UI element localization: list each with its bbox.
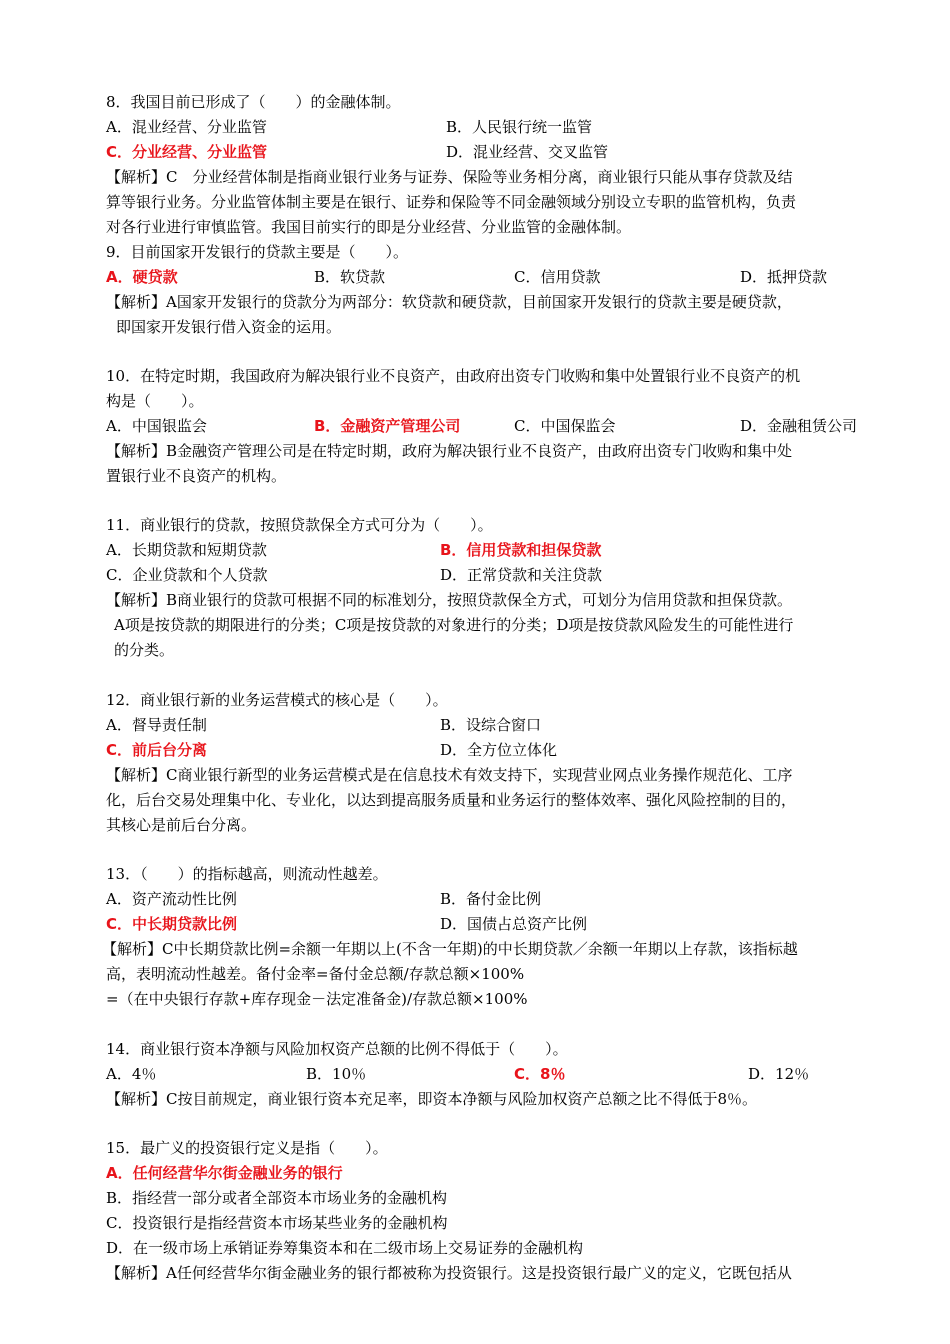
question-12-explanation: 其核心是前后台分离。 [106,816,257,834]
question-11-explanation: A项是按贷款的期限进行的分类；C项是按贷款的对象进行的分类；D项是按贷款风险发生的可能性进行 [114,616,794,634]
question-14-option-b: B．10％ [306,1065,367,1083]
question-10-answer-b: B．金融资产管理公司 [314,417,461,435]
question-12-option-d: D．全方位立体化 [440,741,558,759]
question-9-answer-a: A．硬贷款 [106,268,178,286]
question-11-stem: 11．商业银行的贷款，按照贷款保全方式可分为（ ）。 [106,516,493,534]
question-12-option-a: A．督导责任制 [106,716,207,734]
question-9-explanation: 【解析】A国家开发银行的贷款分为两部分：软贷款和硬贷款，目前国家开发银行的贷款主要是硬贷款， [106,293,792,311]
question-10-stem: 10．在特定时期，我国政府为解决银行业不良资产，由政府出资专门收购和集中处置银行业不良资产的机 [106,367,801,385]
question-11-explanation: 的分类。 [114,641,175,659]
question-8-option-b: B．人民银行统一监管 [446,118,593,136]
question-8-option-d: D．混业经营、交叉监管 [446,143,609,161]
question-14-explanation: 【解析】C按目前规定，商业银行资本充足率，即资本净额与风险加权资产总额之比不得低于8％。 [106,1090,758,1108]
question-11-option-d: D．正常贷款和关注贷款 [440,566,603,584]
question-14-option-a: A．4％ [106,1065,157,1083]
question-15-answer-a: A．任何经营华尔街金融业务的银行 [106,1164,343,1182]
question-8-explanation: 对各行业进行审慎监管。我国目前实行的即是分业经营、分业监管的金融体制。 [106,218,632,236]
question-13-answer-c: C．中长期贷款比例 [106,915,238,933]
question-8-explanation: 算等银行业务。分业监管体制主要是在银行、证券和保险等不同金融领域分别设立专职的监管机构，负责 [106,193,797,211]
question-12-stem: 12．商业银行新的业务运营模式的核心是（ ）。 [106,691,448,709]
question-9-explanation: 即国家开发银行借入资金的运用。 [116,318,342,336]
question-14-stem: 14．商业银行资本净额与风险加权资产总额的比例不得低于（ ）。 [106,1040,568,1058]
question-9-option-d: D．抵押贷款 [740,268,828,286]
question-9-option-b: B．软贷款 [314,268,386,286]
question-8-answer-c: C．分业经营、分业监管 [106,143,268,161]
question-10-explanation: 置银行业不良资产的机构。 [106,467,287,485]
question-11-answer-b: B．信用贷款和担保贷款 [440,541,602,559]
question-14-answer-c: C．8％ [514,1065,566,1083]
question-8-stem: 8．我国目前已形成了（ ）的金融体制。 [106,93,401,111]
question-9-option-c: C．信用贷款 [514,268,601,286]
question-11-option-a: A．长期贷款和短期贷款 [106,541,267,559]
question-9-stem: 9．目前国家开发银行的贷款主要是（ ）。 [106,243,409,261]
question-15-explanation: 【解析】A任何经营华尔街金融业务的银行都被称为投资银行。这是投资银行最广义的定义，它既包括从 [106,1264,792,1282]
question-15-option-b: B．指经营一部分或者全部资本市场业务的金融机构 [106,1189,448,1207]
question-10-option-c: C．中国保监会 [514,417,616,435]
question-13-option-d: D．国债占总资产比例 [440,915,588,933]
question-11-explanation: 【解析】B商业银行的贷款可根据不同的标准划分，按照贷款保全方式，可划分为信用贷款和担保贷款。 [106,591,793,609]
question-10-option-a: A．中国银监会 [106,417,207,435]
question-10-option-d: D．金融租赁公司 [740,417,858,435]
question-12-explanation: 【解析】C商业银行新型的业务运营模式是在信息技术有效支持下，实现营业网点业务操作规范化、工序 [106,766,793,784]
question-15-stem: 15．最广义的投资银行定义是指（ ）。 [106,1139,388,1157]
question-15-option-d: D．在一级市场上承销证券筹集资本和在二级市场上交易证券的金融机构 [106,1239,584,1257]
question-14-option-d: D．12％ [748,1065,810,1083]
question-10-explanation: 【解析】B金融资产管理公司是在特定时期，政府为解决银行业不良资产，由政府出资专门收购和集中处 [106,442,793,460]
question-12-explanation: 化，后台交易处理集中化、专业化，以达到提高服务质量和业务运行的整体效率、强化风险控制的目的， [106,791,797,809]
question-13-explanation: =（在中央银行存款+库存现金－法定准备金)/存款总额×100% [106,990,528,1008]
question-13-stem: 13．（ ）的指标越高，则流动性越差。 [106,865,388,883]
question-15-option-c: C．投资银行是指经营资本市场某些业务的金融机构 [106,1214,448,1232]
question-10-stem: 构是（ ）。 [106,392,204,410]
question-13-option-a: A．资产流动性比例 [106,890,237,908]
question-12-option-b: B．设综合窗口 [440,716,542,734]
question-12-answer-c: C．前后台分离 [106,741,208,759]
question-13-option-b: B．备付金比例 [440,890,542,908]
question-8-explanation: 【解析】C 分业经营体制是指商业银行业务与证券、保险等业务相分离，商业银行只能从事存贷款及结 [106,168,793,186]
question-13-explanation: 高，表明流动性越差。备付金率=备付金总额/存款总额×100% [106,965,525,983]
question-13-explanation: 【解析】C中长期贷款比例=余额一年期以上(不含一年期)的中长期贷款／余额一年期以上存款，该指标越 [102,940,798,958]
question-8-option-a: A．混业经营、分业监管 [106,118,267,136]
question-11-option-c: C．企业贷款和个人贷款 [106,566,268,584]
